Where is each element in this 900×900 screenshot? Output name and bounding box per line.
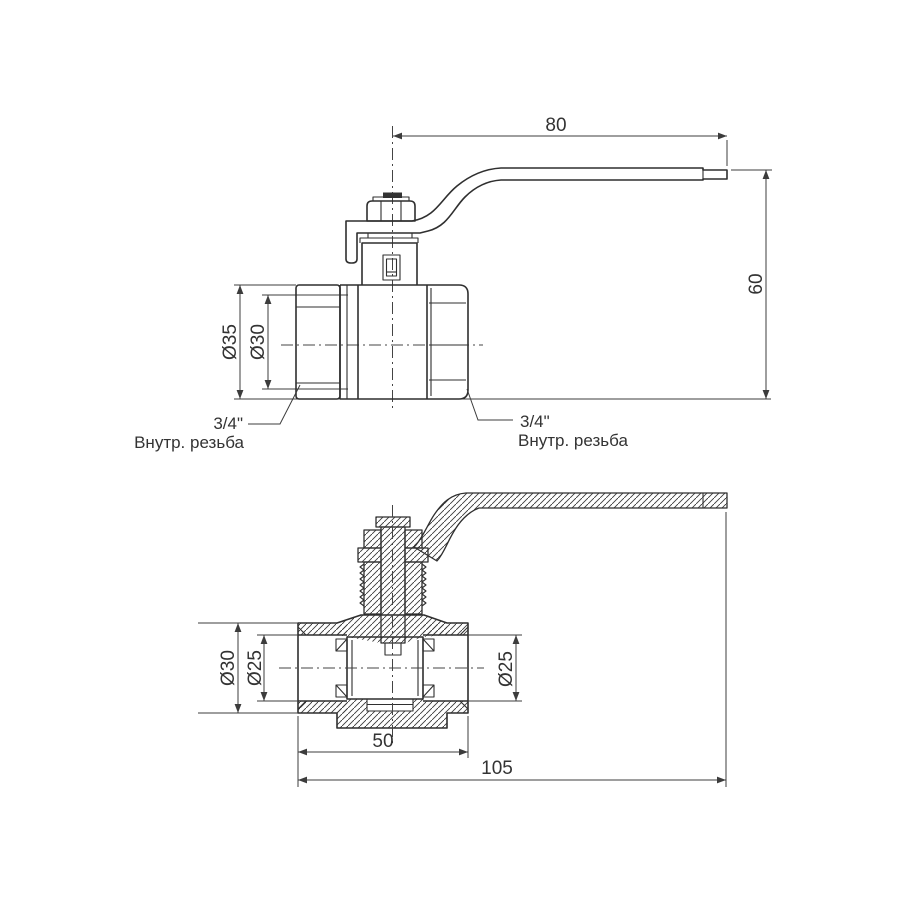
- stem-nut: [367, 201, 415, 221]
- side-view: [134, 115, 772, 452]
- dim-arrow: [265, 380, 272, 389]
- dim-body-length-label: 50: [372, 731, 394, 752]
- left-port-thread-label: Внутр. резьба: [134, 433, 244, 452]
- dim-arrow: [763, 390, 770, 399]
- section-extension-lines: [198, 512, 726, 787]
- dim-handle-length: [393, 115, 727, 139]
- dim-handle-length-label: 80: [545, 115, 567, 136]
- right-port-thread-label: Внутр. резьба: [518, 431, 628, 450]
- bottom-plug: [367, 699, 413, 711]
- left-port-size-label: 3/4": [213, 414, 243, 433]
- dim-arrow: [261, 692, 268, 701]
- section-gland-left: [364, 562, 381, 614]
- dim-arrow: [265, 295, 272, 304]
- dim-arrow: [717, 777, 726, 784]
- dim-arrow: [237, 285, 244, 294]
- dim-bore-left-label: Ø25: [245, 650, 266, 686]
- valve-handle: [346, 168, 727, 263]
- dim-arrow: [237, 390, 244, 399]
- dim-arrow: [235, 704, 242, 713]
- right-hex-end: [427, 285, 468, 399]
- dim-section-port-od: [218, 623, 241, 713]
- dim-section-port-od-label: Ø30: [218, 650, 239, 686]
- section-handle: [414, 493, 727, 561]
- dim-port-od-label: Ø35: [220, 324, 241, 360]
- section-stem-nut-right: [405, 530, 422, 548]
- dim-thread-d-label: Ø30: [248, 324, 269, 360]
- valve-body-side: [340, 285, 427, 399]
- valve-neck: [362, 243, 417, 285]
- section-view: [198, 493, 727, 787]
- dim-arrow: [261, 635, 268, 644]
- section-stem-nut-left: [364, 530, 381, 548]
- dim-arrow: [459, 749, 468, 756]
- dim-arrow: [393, 133, 402, 140]
- dim-arrow: [298, 749, 307, 756]
- dim-arrow: [235, 623, 242, 632]
- dim-arrow: [763, 170, 770, 179]
- dim-arrow: [298, 777, 307, 784]
- left-port-callout: [134, 385, 300, 452]
- dim-height-label: 60: [746, 273, 767, 295]
- dim-total-length: [298, 758, 726, 783]
- dim-bore-left: [245, 635, 267, 701]
- section-gland-flange-right: [405, 548, 428, 562]
- dim-bore-right: [496, 635, 519, 701]
- side-view-extension-lines: [234, 140, 772, 399]
- section-gland-flange-left: [358, 548, 381, 562]
- handle-washers: [360, 233, 418, 243]
- dim-arrow: [718, 133, 727, 140]
- left-union-nut: [296, 285, 340, 399]
- dim-thread-diameter: [248, 295, 271, 389]
- dim-height: [746, 170, 769, 399]
- right-port-size-label: 3/4": [520, 412, 550, 431]
- section-gland-right: [405, 562, 422, 614]
- dim-port-outer-diameter: [220, 285, 243, 399]
- dim-total-length-label: 105: [481, 758, 513, 779]
- dim-arrow: [513, 635, 520, 644]
- dim-body-length: [298, 731, 468, 755]
- dim-bore-right-label: Ø25: [496, 651, 517, 687]
- dim-arrow: [513, 692, 520, 701]
- neck-seal-detail: [383, 255, 400, 280]
- right-port-callout: [467, 389, 628, 450]
